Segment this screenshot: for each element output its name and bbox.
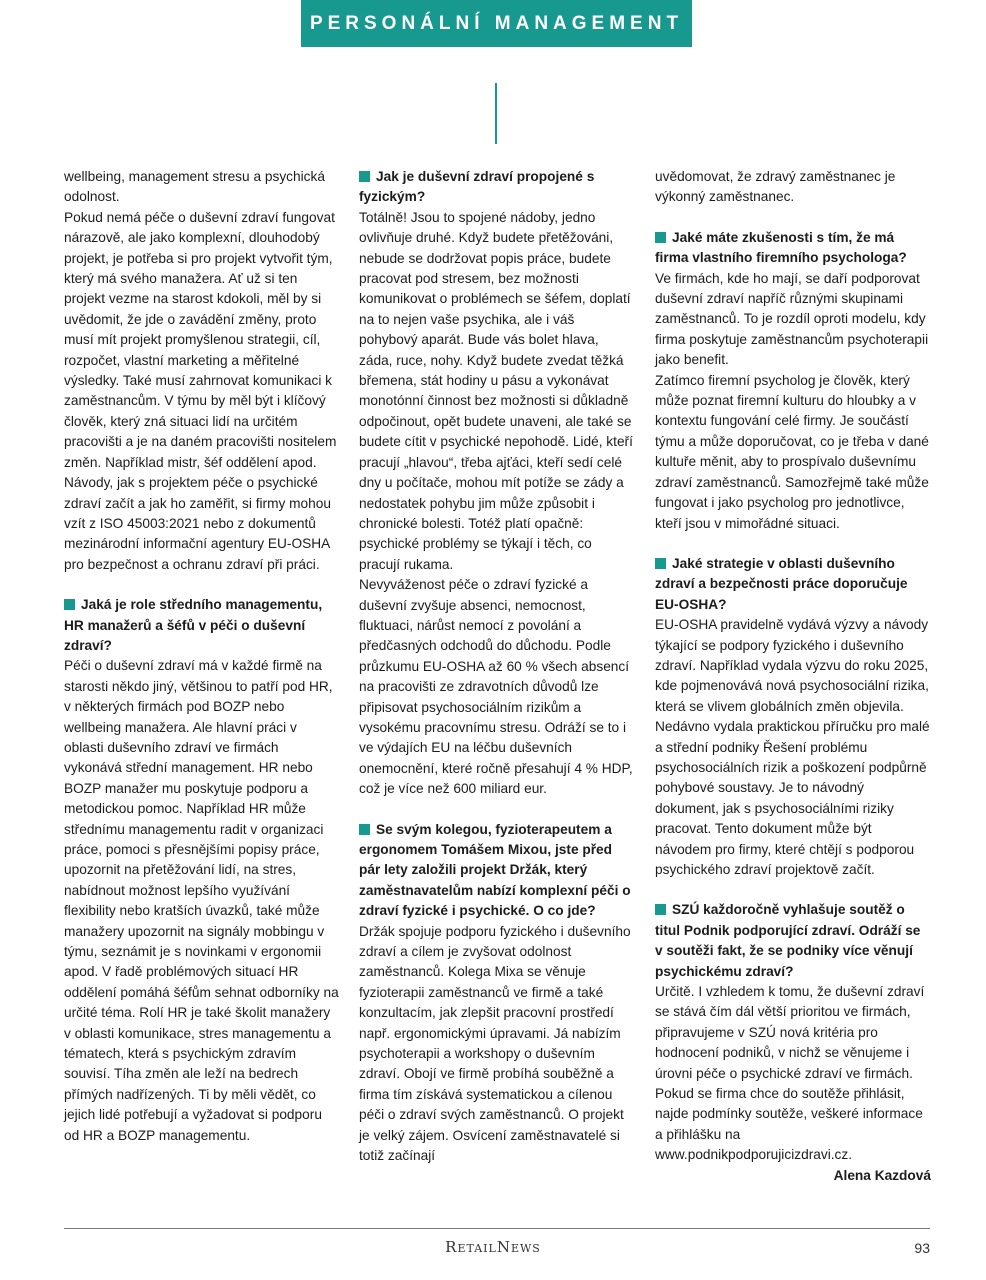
section-title: PERSONÁLNÍ MANAGEMENT <box>301 0 692 47</box>
footer-divider <box>64 1228 930 1229</box>
paragraph: Zatímco firemní psycholog je člověk, který může poznat firemní kulturu do hloubky a v kontextu fungování celé firmy. Je součástí týmu a může doporučovat, co je třeba v dané kultuře měnit, aby to prospívalo duševnímu zdraví zaměstnanců. Samozřejmě také může fungovat i jako psycholog pro jednotlivce, kteří jsou v mimořádné situaci. <box>655 372 929 531</box>
paragraph: Držák spojuje podporu fyzického i duševního zdraví a cílem je zvyšovat odolnost zaměstnanců. Kolega Mixa se věnuje fyzioterapii zaměstnanců ve firmě a také konzultacím, jak zlepšit pracovní prostředí např. ergonomickými úpravami. Já nabízím psychoterapii a workshopy o duševním zdraví. Obojí ve firmě probíhá souběžně a firma tím získává systematickou a cílenou péči o zdraví svých zaměstnanců. O projekt je velký zájem. Osvícení zaměstnavatelé si totiž začínají <box>359 923 631 1164</box>
interview-question <box>359 167 635 208</box>
decorative-divider <box>495 83 497 144</box>
question-text: SZÚ každoročně vyhlašuje soutěž o titul Podnik podporující zdraví. Odráží se v soutěži fakt, že se podniky více věnují psychickému zdraví? <box>655 902 921 979</box>
paragraph: Totálně! Jsou to spojené nádoby, jedno ovlivňuje druhé. Když budete přetěžováni, nebude se dodržovat popis práce, budete pracovat pod stresem, bez možnosti komunikovat o problémech se šéfem, doplatí na to nejen vaše psychika, ale i váš pohybový aparát. Bude vás bolet hlava, záda, ruce, nohy. Když budete zvedat těžká břemena, stát hodiny u pásu a vykonávat monotónní činnost bez možnosti si důkladně odpočinout, opět budete unaveni, ale také se budete cítit v psychické nepohodě. Lidé, kteří pracují „hlavou“, třeba ajťáci, kteří sedí celé dny u počítače, mohou mít potíže se zády a nedostatek pohybu jim může způsobit i chronické bolesti. Totéž platí opačně: psychické problémy se týkají i těch, co pracují rukama. <box>359 209 633 572</box>
article-column-2 <box>359 167 635 1167</box>
paragraph: Návody, jak s projektem péče o psychické zdraví začít a jak ho zaměřit, si firmy mohou vzít z ISO 45003:2021 nebo z dokumentů mezinárodní informační agentury EU-OSHA pro bezpečnost a ochranu zdraví při práci. <box>64 475 331 572</box>
square-bullet-icon <box>655 232 666 243</box>
interview-question <box>655 228 931 269</box>
square-bullet-icon <box>655 904 666 915</box>
page-number: 93 <box>914 1240 930 1256</box>
paragraph: Péči o duševní zdraví má v každé firmě na starosti někdo jiný, většinou to patří pod HR, v některých firmách pod BOZP nebo wellbeing manažera. Ale hlavní práci v oblasti duševního zdraví ve firmách vykonává střední management. HR nebo BOZP manažer mu poskytuje podporu a metodickou pomoc. Například HR může střednímu managementu radit v organizaci práce, pomoci s přesnějšími popisy práce, upozornit na přetěžování lidí, na stres, nabídnout možnost lepšího využívání flexibility nebo kratších úvazků, také může manažery upozornit na signály mobbingu v týmu, seznámit je s novinkami v ergonomii apod. V řadě problémových situací HR oddělení pomáhá šéfům sehnat odborníky na určité téma. Rolí HR je také školit manažery v oblasti komunikace, stres managementu a tématech, která s psychickým zdravím souvisí. Tíha změn ale leží na bedrech přímých nadřízených. Ti by měli vědět, co jejich lidé potřebují a vyžadovat si podporu od HR a BOZP managementu. <box>64 658 339 1143</box>
question-text: Jaké máte zkušenosti s tím, že má firma vlastního firemního psychologa? <box>655 229 907 266</box>
question-text: Se svým kolegou, fyzioterapeutem a ergonomem Tomášem Mixou, jste před pár lety založili projekt Držák, který zaměstnavatelům nabízí komplexní péči o zdraví fyzické i psychické. O co jde? <box>359 821 631 919</box>
paragraph: EU-OSHA pravidelně vydává výzvy a návody týkající se podpory fyzického i duševního zdraví. Například vydala výzvu do roku 2025, kde pojmenovává nová psychosociální rizika, která se vlivem globálních změn objevila. Nedávno vydala praktickou příručku pro malé a střední podniky Řešení problému psychosociálních rizik a poškození podpůrně pohybové soustavy. Je to návodný dokument, jak s psychosociálními riziky pracovat. Tento dokument může být návodem pro firmy, které chtějí s podporou psychického zdraví projektově začít. <box>655 617 930 877</box>
question-text: Jak je duševní zdraví propojené s fyzickým? <box>359 169 595 205</box>
interview-question <box>655 554 931 615</box>
square-bullet-icon <box>64 599 75 610</box>
square-bullet-icon <box>359 171 370 182</box>
paragraph: Pokud nemá péče o duševní zdraví fungovat nárazově, ale jako komplexní, dlouhodobý projekt, je potřeba si pro projekt vytvořit tým, který má svého manažera. Ať už si ten projekt vezme na starost kdokoli, měl by si uvědomit, že jde o zavádění změny, proto musí mít projekt promyšlenou strategii, cíl, rozpočet, vlastní marketing a měřitelné výsledky. Také musí zahrnovat komunikaci k zaměstnancům. V týmu by měl být i klíčový člověk, který zná situaci lidí na určitém pracovišti a je na daném pracovišti nositelem změn. Například mistr, šéf oddělení apod. <box>64 209 337 470</box>
paragraph: uvědomovat, že zdravý zaměstnanec je výkonný zaměstnanec. <box>655 169 896 205</box>
paragraph: Určitě. I vzhledem k tomu, že duševní zdraví se stává čím dál větší prioritou ve firmách, připravujeme v SZÚ nová kritéria pro hodnocení podniků, v nichž se věnujeme i úrovni péče o psychické zdraví ve firmách. Pokud se firma chce do soutěže přihlásit, najde podmínky soutěže, veškeré informace a přihlášku na www.podnikpodporujicizdravi.cz. <box>655 984 925 1163</box>
question-text: Jaké strategie v oblasti duševního zdraví a bezpečnosti práce doporučuje EU-OSHA? <box>655 555 908 612</box>
question-text: Jaká je role středního managementu, HR manažerů a šéfů v péči o duševní zdraví? <box>64 597 323 653</box>
square-bullet-icon <box>655 558 666 569</box>
interview-question <box>359 820 635 922</box>
article-column-1 <box>64 167 340 1146</box>
author-signature: Alena Kazdová <box>833 1167 931 1183</box>
article-column-3 <box>655 167 931 1186</box>
paragraph: Ve firmách, kde ho mají, se daří podporovat duševní zdraví napříč různými skupinami zaměstnanců. To je rozdíl oproti modelu, kdy firma poskytuje zaměstnancům psychoterapii jako benefit. <box>655 270 929 368</box>
paragraph: Nevyváženost péče o zdraví fyzické a duševní zvyšuje absenci, nemocnost, fluktuaci, nárůst nemocí z povolání a předčasných odchodů do důchodu. Podle průzkumu EU-OSHA až 60 % všech absencí na pracovišti ze zdravotních důvodů lze připisovat psychosociálním rizikům a vysokému pracovnímu stresu. Odráží se to i ve výdajích EU na léčbu duševních onemocnění, které ročně přesahují 4 % HDP, což je více než 600 miliard eur. <box>359 577 633 797</box>
publication-logo: RetailNews <box>445 1238 541 1256</box>
interview-question <box>64 595 340 656</box>
square-bullet-icon <box>359 824 370 835</box>
paragraph: wellbeing, management stresu a psychická odolnost. <box>64 169 325 205</box>
interview-question <box>655 900 931 982</box>
